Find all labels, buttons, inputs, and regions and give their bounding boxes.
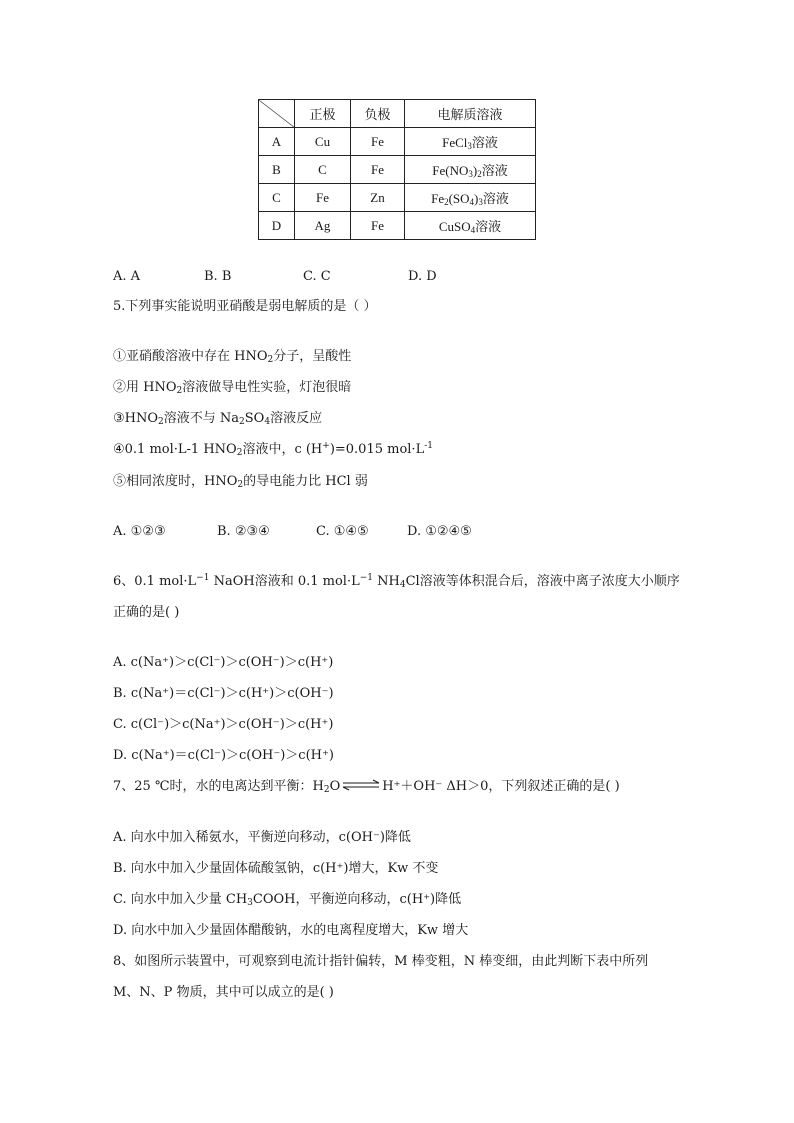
q7-option-d: D. 向水中加入少量固体醋酸钠，水的电离程度增大，Kw 增大 xyxy=(113,923,469,938)
q7-option-a: A. 向水中加入稀氨水，平衡逆向移动，c(OH⁻)降低 xyxy=(113,830,411,845)
positive-cell: C xyxy=(295,156,351,184)
q8-stem-line2: M、N、P 物质，其中可以成立的是( ) xyxy=(113,985,334,1000)
q5-statement-5: ⑤相同浓度时，$HNO_2$的导电能力比 HCl 弱 xyxy=(113,474,368,490)
q5-option-c: C. ①④⑤ xyxy=(316,524,369,539)
q5-statement-1: ①亚硝酸溶液中存在 $HNO_2$分子，呈酸性 xyxy=(113,349,352,365)
table-row xyxy=(259,184,536,212)
q6-option-a: A. c(Na⁺)＞c(Cl⁻)＞c(OH⁻)＞c(H⁺) xyxy=(113,655,334,670)
q4-option-d: D. D xyxy=(408,269,437,284)
table-row xyxy=(259,156,536,184)
electrolyte-cell: FeCl$_3$溶液 xyxy=(405,128,536,156)
electrolyte-cell: CuSO$_4$溶液 xyxy=(405,212,536,240)
q7-option-b: B. 向水中加入少量固体硫酸氢钠，c(H⁺)增大，Kw 不变 xyxy=(113,861,439,876)
table-row xyxy=(259,212,536,240)
row-label: A xyxy=(259,128,295,156)
q4-option-a: A. A xyxy=(113,269,141,284)
q4-option-c: C. C xyxy=(303,269,331,284)
q6-stem-line1: 6、0.1 $mol\cdot L^{-1}$ NaOH溶液和 0.1 $mol\cdot L^{-1}$ $NH_4Cl$溶液等体积混合后，溶液中离子浓度大小顺序 xyxy=(113,573,680,590)
q6-option-c: C. c(Cl⁻)＞c(Na⁺)＞c(OH⁻)＞c(H⁺) xyxy=(113,717,334,732)
q7-stem: 7、25 ℃时，水的电离达到平衡：$H_2O$ H⁺＋OH⁻ ΔH＞0，下列叙述正确的是( ) xyxy=(113,779,620,795)
electrode-table xyxy=(258,99,536,240)
row-label: D xyxy=(259,212,295,240)
negative-cell: Fe xyxy=(351,212,405,240)
q5-stem: 5.下列事实能说明亚硝酸是弱电解质的是（ ） xyxy=(113,299,377,314)
q5-option-a: A. ①②③ xyxy=(113,524,166,539)
electrolyte-cell: $Fe(NO_3)_2$溶液 xyxy=(405,156,536,184)
q5-statement-4: ④0.1 mol·L-1 $HNO_2$溶液中，c (H+)=0.015 $mol\cdot L^{-1}$ xyxy=(113,441,433,458)
header-positive: 正极 xyxy=(295,100,351,128)
q7-option-c: C. 向水中加入少量 $CH_3COOH$，平衡逆向移动，c(H⁺)降低 xyxy=(113,892,462,908)
row-label: B xyxy=(259,156,295,184)
positive-cell: Cu xyxy=(295,128,351,156)
q4-option-b: B. B xyxy=(204,269,232,284)
electrolyte-cell: $Fe_2(SO_4)_3$溶液 xyxy=(405,184,536,212)
diagonal-corner-cell xyxy=(259,100,295,128)
q5-statement-2: ②用 $HNO_2$溶液做导电性实验，灯泡很暗 xyxy=(113,380,352,396)
table-row xyxy=(259,128,536,156)
negative-cell: Fe xyxy=(351,156,405,184)
q5-statement-3: $③HNO_2$溶液不与 $Na_2SO_4$溶液反应 xyxy=(113,411,323,427)
table-header-row xyxy=(259,100,536,128)
positive-cell: Fe xyxy=(295,184,351,212)
q6-stem-line2: 正确的是( ) xyxy=(113,605,180,620)
negative-cell: Zn xyxy=(351,184,405,212)
positive-cell: Ag xyxy=(295,212,351,240)
equilibrium-arrow-icon xyxy=(342,779,380,791)
negative-cell: Fe xyxy=(351,128,405,156)
row-label: C xyxy=(259,184,295,212)
q6-option-d: D. c(Na⁺)＝c(Cl⁻)＞c(OH⁻)＞c(H⁺) xyxy=(113,748,334,763)
q6-option-b: B. c(Na⁺)＝c(Cl⁻)＞c(H⁺)＞c(OH⁻) xyxy=(113,686,334,701)
q5-option-d: D. ①②④⑤ xyxy=(407,524,472,539)
header-negative: 负极 xyxy=(351,100,405,128)
q8-stem-line1: 8、如图所示装置中，可观察到电流计指针偏转，M 棒变粗，N 棒变细，由此判断下表中所列 xyxy=(113,954,649,969)
q5-option-b: B. ②③④ xyxy=(217,524,270,539)
header-electrolyte: 电解质溶液 xyxy=(405,100,536,128)
